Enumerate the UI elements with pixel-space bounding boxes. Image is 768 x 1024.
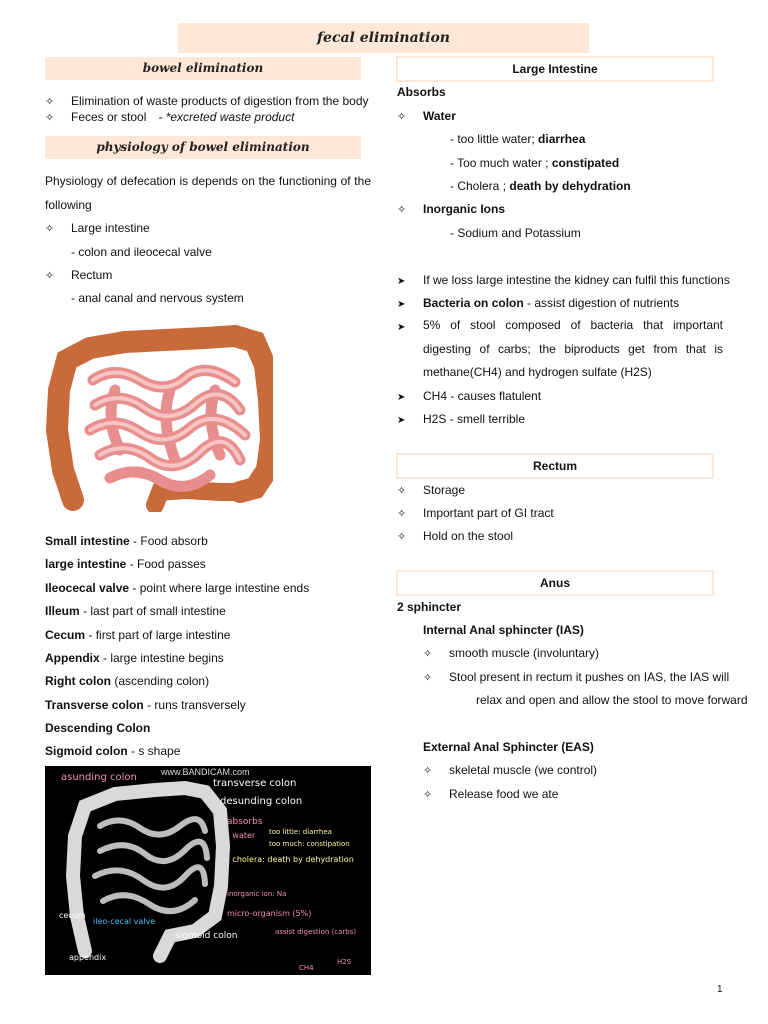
water-sub-item [450,132,585,146]
definition-row [45,651,224,665]
water-sub-item [450,179,631,193]
diamond-bullet-icon: ✧ [397,531,407,543]
board-label: ileo-cecal valve [93,917,156,926]
definition-row [45,604,226,618]
sub-text: - too little water; [450,132,539,146]
definition-term: Small intestine [45,534,130,548]
board-label: micro-organism (5%) [227,909,312,918]
definition-desc: - first part of large intestine [88,628,231,642]
absorbs-label: Absorbs [397,85,446,99]
diamond-bullet-icon: ✧ [423,672,433,684]
definition-desc: - point where large intestine ends [132,581,310,595]
ias-text: smooth muscle (involuntary) [449,646,600,660]
board-label: - water [227,831,256,840]
diamond-bullet-icon: ✧ [45,223,55,235]
diamond-bullet-icon: ✧ [397,111,407,123]
diamond-bullet-icon: ✧ [397,204,407,216]
physiology-item [45,268,112,282]
definition-desc: - s shape [131,744,181,758]
ias-text: Stool present in rectum it pushes on IAS, the IAS will [449,670,730,684]
rectum-item [397,483,465,497]
definition-row [45,581,309,595]
anus-heading: Anus [540,576,570,590]
bowel-elimination-banner [45,57,361,80]
sub-text: - Cholera ; [450,179,510,193]
board-label: too much: constipation [269,840,350,848]
board-label: CH4 [299,964,314,972]
arrow-icon-row [397,319,417,333]
arrow-bullet-icon: ➤ [397,392,406,403]
page-number: 1 [717,984,723,995]
definition-term: Transverse colon [45,698,144,712]
definition-term: Descending Colon [45,721,151,735]
definition-desc: - runs transversely [147,698,246,712]
physiology-heading: physiology of bowel elimination [96,140,310,154]
arrow-item [397,412,525,426]
definition-row [45,744,180,758]
definition-term: Cecum [45,628,86,642]
arrow-bullet-icon: ➤ [397,322,406,333]
eas-text: Release food we ate [449,787,559,801]
physiology-item [45,221,150,235]
board-label: too little: diarrhea [269,828,332,836]
ias-item [423,646,599,660]
definition-desc: - Food absorb [133,534,208,548]
definition-desc: - Food passes [129,557,206,571]
sub-text: - Too much water ; [450,156,552,170]
definition-term: Sigmoid colon [45,744,128,758]
rectum-text: Important part of GI tract [423,506,554,520]
arrow-bold: Bacteria on colon [423,296,524,310]
large-intestine-heading: Large Intestine [512,62,598,76]
water-sub-item [450,156,619,170]
item-sub: - colon and ileocecal valve [71,245,212,259]
rectum-box [396,453,714,479]
board-label: assist digestion (carbs) [275,928,357,936]
blackboard-diagram [45,766,371,975]
sphincter-label: 2 sphincter [397,600,462,614]
diamond-bullet-icon: ✧ [423,789,433,801]
diamond-bullet-icon: ✧ [397,485,407,497]
diamond-bullet-icon: ✧ [45,270,55,282]
bowel-elimination-heading: bowel elimination [142,61,264,75]
sub-bold: constipated [551,156,620,170]
physiology-banner [45,136,361,159]
eas-text: skeletal muscle (we control) [449,763,598,777]
diamond-bullet-icon: ✧ [423,765,433,777]
arrow-item [397,296,679,310]
board-label: asunding colon [61,772,137,783]
definition-desc: - large intestine begins [103,651,224,665]
board-label: desunding colon [220,796,303,807]
arrow-bullet-icon: ➤ [397,415,406,426]
diamond-bullet-icon: ✧ [45,96,55,108]
definition-term: Appendix [45,651,100,665]
intestine-illustration [45,320,273,512]
bullet-text: Feces or stool [71,110,147,124]
bullet-text: Elimination of waste products of digestion from the body [71,94,369,108]
rectum-item [397,506,554,520]
bullet-item [45,110,294,124]
rectum-text: Hold on the stool [423,529,514,543]
definition-term: Right colon [45,674,111,688]
page-title: fecal elimination [317,30,450,46]
arrow-item [397,389,541,403]
rectum-item [397,529,513,543]
board-label: appendix [69,953,107,962]
rectum-heading: Rectum [532,459,577,473]
title-banner [178,23,589,53]
definition-row [45,674,209,688]
anus-box [396,570,714,596]
definition-term: Ileocecal valve [45,581,130,595]
arrow-text: H2S - smell terrible [423,412,526,426]
board-label: absorbs [227,817,263,827]
definition-row [45,721,150,735]
eas-title: External Anal Sphincter (EAS) [423,740,594,754]
diamond-bullet-icon: ✧ [397,508,407,520]
physiology-intro: Physiology of defecation is depends on the functioning of the following [45,174,371,212]
ias-continuation: relax and open and allow the stool to move forward [476,693,748,707]
arrow-text: If we loss large intestine the kidney can fulfil this functions [423,273,730,287]
arrow-bullet-icon: ➤ [397,276,406,287]
board-label: inorganic ion: Na [227,890,287,898]
definition-row [45,628,230,642]
item-label: Rectum [71,268,113,282]
item-sub: - anal canal and nervous system [71,291,244,305]
arrow-text: - assist digestion of nutrients [523,296,680,310]
sub-bold: diarrhea [538,132,586,146]
definition-row [45,534,208,548]
sub-bold: death by dehydration [509,179,631,193]
item-label: Large intestine [71,221,150,235]
water-label: Water [423,109,456,123]
large-intestine-box [396,56,714,82]
arrow-bullet-icon: ➤ [397,299,406,310]
board-watermark: www.BANDICAM.com [161,767,250,777]
bullet-note: - *excreted waste product [158,110,295,124]
ions-sub-item: - Sodium and Potassium [450,226,581,240]
diamond-bullet-icon: ✧ [423,648,433,660]
arrow-paragraph: 5% of stool composed of bacteria that important digesting of carbs; the biproducts get from that is methane(CH4) and hydrogen sulfate (H2S) [423,318,723,379]
eas-item [423,787,558,801]
arrow-item [397,273,730,287]
ions-item [397,202,505,216]
bullet-item [45,94,369,108]
definition-term: large intestine [45,557,127,571]
board-label: cecum [59,911,86,920]
definition-desc: - last part of small intestine [83,604,226,618]
ions-label: Inorganic Ions [423,202,506,216]
board-label: - cholera: death by dehydration [227,855,354,864]
definition-desc: (ascending colon) [114,674,210,688]
board-label: transverse colon [213,778,297,789]
rectum-text: Storage [423,483,466,497]
board-label: H2S [337,958,352,966]
definition-row [45,557,206,571]
ias-item [423,670,729,684]
diamond-bullet-icon: ✧ [45,112,55,124]
definition-row [45,698,246,712]
ias-title: Internal Anal sphincter (IAS) [423,623,584,637]
eas-item [423,763,597,777]
definition-term: Illeum [45,604,80,618]
arrow-text: CH4 - causes flatulent [423,389,542,403]
water-item [397,109,456,123]
board-label: sigmoid colon [175,931,238,941]
